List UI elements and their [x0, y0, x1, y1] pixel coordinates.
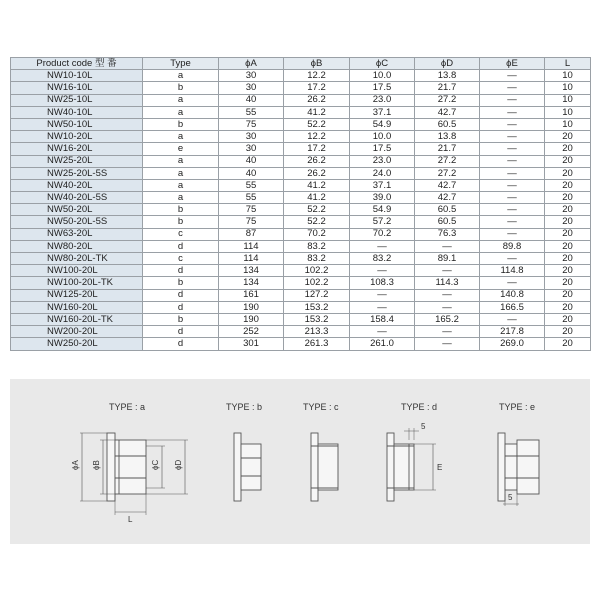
table-cell: 13.8 — [415, 70, 480, 82]
table-cell: 27.2 — [415, 155, 480, 167]
table-cell: 10 — [545, 82, 591, 94]
table-cell: 140.8 — [480, 289, 545, 301]
table-cell: 12.2 — [284, 131, 350, 143]
table-cell: — — [350, 289, 415, 301]
table-cell: 108.3 — [350, 277, 415, 289]
table-cell: 21.7 — [415, 143, 480, 155]
table-cell: 252 — [219, 326, 284, 338]
table-cell: — — [350, 326, 415, 338]
table-cell: 83.2 — [284, 240, 350, 252]
table-cell: — — [480, 277, 545, 289]
table-cell: 87 — [219, 228, 284, 240]
table-cell: 30 — [219, 143, 284, 155]
table-cell: — — [480, 313, 545, 325]
table-cell: 153.2 — [284, 301, 350, 313]
table-cell: 102.2 — [284, 277, 350, 289]
table-cell: 301 — [219, 338, 284, 350]
product-code-cell: NW125-20L — [11, 289, 143, 301]
table-cell: 20 — [545, 289, 591, 301]
drawing-type-b — [234, 433, 261, 501]
table-cell: 20 — [545, 204, 591, 216]
table-cell: 10.0 — [350, 70, 415, 82]
table-cell: b — [143, 82, 219, 94]
table-cell: 20 — [545, 240, 591, 252]
table-cell: 40 — [219, 94, 284, 106]
product-code-cell: NW100-20L-TK — [11, 277, 143, 289]
table-cell: — — [480, 82, 545, 94]
column-header: L — [545, 58, 591, 70]
product-code-cell: NW50-20L-5S — [11, 216, 143, 228]
table-cell: — — [415, 326, 480, 338]
table-cell: 26.2 — [284, 94, 350, 106]
table-cell: 37.1 — [350, 179, 415, 191]
product-code-cell: NW16-10L — [11, 82, 143, 94]
table-cell: 42.7 — [415, 192, 480, 204]
table-cell: 76.3 — [415, 228, 480, 240]
table-cell: 114.8 — [480, 265, 545, 277]
table-cell: 10 — [545, 118, 591, 130]
table-cell: 60.5 — [415, 204, 480, 216]
table-cell: — — [415, 301, 480, 313]
table-cell: d — [143, 326, 219, 338]
product-code-cell: NW10-20L — [11, 131, 143, 143]
table-cell: — — [480, 216, 545, 228]
table-cell: 134 — [219, 277, 284, 289]
table-cell: 20 — [545, 277, 591, 289]
table-cell: 23.0 — [350, 155, 415, 167]
table-cell: d — [143, 240, 219, 252]
product-code-cell: NW100-20L — [11, 265, 143, 277]
table-cell: 20 — [545, 228, 591, 240]
table-cell: — — [480, 167, 545, 179]
table-cell: d — [143, 265, 219, 277]
table-cell: 30 — [219, 131, 284, 143]
table-cell: a — [143, 70, 219, 82]
product-code-cell: NW80-20L — [11, 240, 143, 252]
table-cell: b — [143, 216, 219, 228]
dim-phiB: ϕB — [92, 460, 101, 470]
table-cell: 114 — [219, 253, 284, 265]
table-cell: 20 — [545, 301, 591, 313]
table-cell: a — [143, 106, 219, 118]
table-cell: 57.2 — [350, 216, 415, 228]
product-code-cell: NW16-20L — [11, 143, 143, 155]
table-cell: — — [415, 265, 480, 277]
table-cell: d — [143, 301, 219, 313]
table-cell: — — [480, 155, 545, 167]
column-header: ϕC — [350, 58, 415, 70]
table-cell: a — [143, 131, 219, 143]
table-cell: 20 — [545, 253, 591, 265]
drawing-type-e — [498, 433, 539, 506]
table-cell: — — [415, 289, 480, 301]
table-cell: 70.2 — [350, 228, 415, 240]
table-cell: 10.0 — [350, 131, 415, 143]
table-cell: 158.4 — [350, 313, 415, 325]
table-cell: — — [350, 240, 415, 252]
column-header: ϕB — [284, 58, 350, 70]
table-cell: — — [350, 301, 415, 313]
product-code-cell: NW10-10L — [11, 70, 143, 82]
table-cell: 26.2 — [284, 167, 350, 179]
table-cell: — — [480, 70, 545, 82]
table-cell: b — [143, 313, 219, 325]
table-cell: 166.5 — [480, 301, 545, 313]
product-code-cell: NW25-10L — [11, 94, 143, 106]
type-c-label: TYPE : c — [303, 402, 339, 412]
table-cell: 114.3 — [415, 277, 480, 289]
table-cell: 42.7 — [415, 179, 480, 191]
product-code-cell: NW250-20L — [11, 338, 143, 350]
table-cell: 83.2 — [350, 253, 415, 265]
table-cell: d — [143, 338, 219, 350]
table-cell: 75 — [219, 204, 284, 216]
table-cell: a — [143, 179, 219, 191]
table-cell: — — [480, 106, 545, 118]
table-cell: 17.2 — [284, 143, 350, 155]
table-cell: — — [480, 228, 545, 240]
table-cell: 10 — [545, 106, 591, 118]
product-code-cell: NW80-20L-TK — [11, 253, 143, 265]
dim-phiA: ϕA — [71, 460, 80, 470]
table-cell: 20 — [545, 155, 591, 167]
table-cell: 30 — [219, 70, 284, 82]
table-cell: 30 — [219, 82, 284, 94]
table-cell: 52.2 — [284, 204, 350, 216]
type-b-label: TYPE : b — [226, 402, 263, 412]
product-code-cell: NW50-20L — [11, 204, 143, 216]
dim-e-5: 5 — [508, 493, 513, 502]
table-cell: 217.8 — [480, 326, 545, 338]
table-cell: — — [480, 94, 545, 106]
table-cell: 261.0 — [350, 338, 415, 350]
table-cell: 41.2 — [284, 179, 350, 191]
product-code-cell: NW160-20L-TK — [11, 313, 143, 325]
table-cell: 20 — [545, 265, 591, 277]
column-header: Type — [143, 58, 219, 70]
product-code-cell: NW25-20L — [11, 155, 143, 167]
table-cell: — — [415, 240, 480, 252]
table-cell: 20 — [545, 131, 591, 143]
table-cell: a — [143, 94, 219, 106]
table-cell: a — [143, 155, 219, 167]
dim-L: L — [128, 515, 133, 524]
table-cell: 42.7 — [415, 106, 480, 118]
table-cell: 261.3 — [284, 338, 350, 350]
table-cell: c — [143, 253, 219, 265]
table-cell: 134 — [219, 265, 284, 277]
drawing-type-c — [311, 433, 338, 501]
table-cell: — — [480, 118, 545, 130]
table-cell: 40 — [219, 167, 284, 179]
table-cell: 24.0 — [350, 167, 415, 179]
table-cell: 40 — [219, 155, 284, 167]
product-code-cell: NW40-10L — [11, 106, 143, 118]
table-cell: 12.2 — [284, 70, 350, 82]
table-cell: 20 — [545, 179, 591, 191]
product-code-cell: NW200-20L — [11, 326, 143, 338]
table-cell: 27.2 — [415, 167, 480, 179]
drawing-type-d — [387, 428, 436, 501]
column-header: ϕD — [415, 58, 480, 70]
dim-phiC: ϕC — [151, 459, 160, 470]
table-cell: 17.5 — [350, 82, 415, 94]
product-code-cell: NW40-20L — [11, 179, 143, 191]
table-cell: 20 — [545, 338, 591, 350]
table-cell: — — [480, 143, 545, 155]
table-cell: b — [143, 204, 219, 216]
column-header: ϕE — [480, 58, 545, 70]
table-cell: 269.0 — [480, 338, 545, 350]
table-cell: 60.5 — [415, 216, 480, 228]
table-cell: 26.2 — [284, 155, 350, 167]
type-d-label: TYPE : d — [401, 402, 438, 412]
table-cell: 114 — [219, 240, 284, 252]
table-cell: 10 — [545, 94, 591, 106]
column-header: Product code 型 番 — [11, 58, 143, 70]
table-cell: 190 — [219, 313, 284, 325]
dim-E: E — [437, 463, 443, 472]
table-cell: 161 — [219, 289, 284, 301]
table-cell: 55 — [219, 106, 284, 118]
table-cell: — — [480, 131, 545, 143]
table-cell: c — [143, 228, 219, 240]
table-cell: 21.7 — [415, 82, 480, 94]
table-cell: 52.2 — [284, 216, 350, 228]
product-code-cell: NW50-10L — [11, 118, 143, 130]
table-cell: 54.9 — [350, 204, 415, 216]
product-code-cell: NW25-20L-5S — [11, 167, 143, 179]
table-cell: 20 — [545, 216, 591, 228]
column-header: ϕA — [219, 58, 284, 70]
table-cell: 41.2 — [284, 106, 350, 118]
table-cell: 55 — [219, 192, 284, 204]
table-cell: 165.2 — [415, 313, 480, 325]
table-cell: b — [143, 118, 219, 130]
dim-phiD: ϕD — [174, 459, 183, 470]
product-code-cell: NW160-20L — [11, 301, 143, 313]
table-cell: — — [480, 253, 545, 265]
table-cell: 75 — [219, 216, 284, 228]
table-cell: 70.2 — [284, 228, 350, 240]
table-cell: — — [480, 192, 545, 204]
table-cell: 20 — [545, 167, 591, 179]
table-cell: a — [143, 167, 219, 179]
table-cell: 55 — [219, 179, 284, 191]
table-cell: 37.1 — [350, 106, 415, 118]
type-e-label: TYPE : e — [499, 402, 536, 412]
table-cell: 83.2 — [284, 253, 350, 265]
table-cell: 153.2 — [284, 313, 350, 325]
table-cell: — — [415, 338, 480, 350]
type-a-label: TYPE : a — [109, 402, 146, 412]
product-code-cell: NW63-20L — [11, 228, 143, 240]
table-cell: 20 — [545, 192, 591, 204]
table-cell: 20 — [545, 143, 591, 155]
table-cell: 17.5 — [350, 143, 415, 155]
dim-d-5: 5 — [421, 422, 426, 431]
table-cell: 89.1 — [415, 253, 480, 265]
table-cell: d — [143, 289, 219, 301]
table-cell: 102.2 — [284, 265, 350, 277]
product-code-cell: NW40-20L-5S — [11, 192, 143, 204]
table-cell: 54.9 — [350, 118, 415, 130]
table-cell: 52.2 — [284, 118, 350, 130]
table-cell: b — [143, 277, 219, 289]
table-cell: 20 — [545, 313, 591, 325]
table-cell: 41.2 — [284, 192, 350, 204]
table-cell: 60.5 — [415, 118, 480, 130]
table-cell: 20 — [545, 326, 591, 338]
table-cell: 10 — [545, 70, 591, 82]
drawing-type-a — [80, 433, 188, 515]
table-cell: 127.2 — [284, 289, 350, 301]
table-cell: 17.2 — [284, 82, 350, 94]
table-cell: 39.0 — [350, 192, 415, 204]
table-cell: 23.0 — [350, 94, 415, 106]
table-cell: 13.8 — [415, 131, 480, 143]
table-cell: — — [480, 179, 545, 191]
table-cell: 213.3 — [284, 326, 350, 338]
table-cell: 75 — [219, 118, 284, 130]
table-cell: 89.8 — [480, 240, 545, 252]
table-cell: a — [143, 192, 219, 204]
table-cell: 27.2 — [415, 94, 480, 106]
table-cell: — — [480, 204, 545, 216]
table-cell: e — [143, 143, 219, 155]
table-cell: — — [350, 265, 415, 277]
table-cell: 190 — [219, 301, 284, 313]
